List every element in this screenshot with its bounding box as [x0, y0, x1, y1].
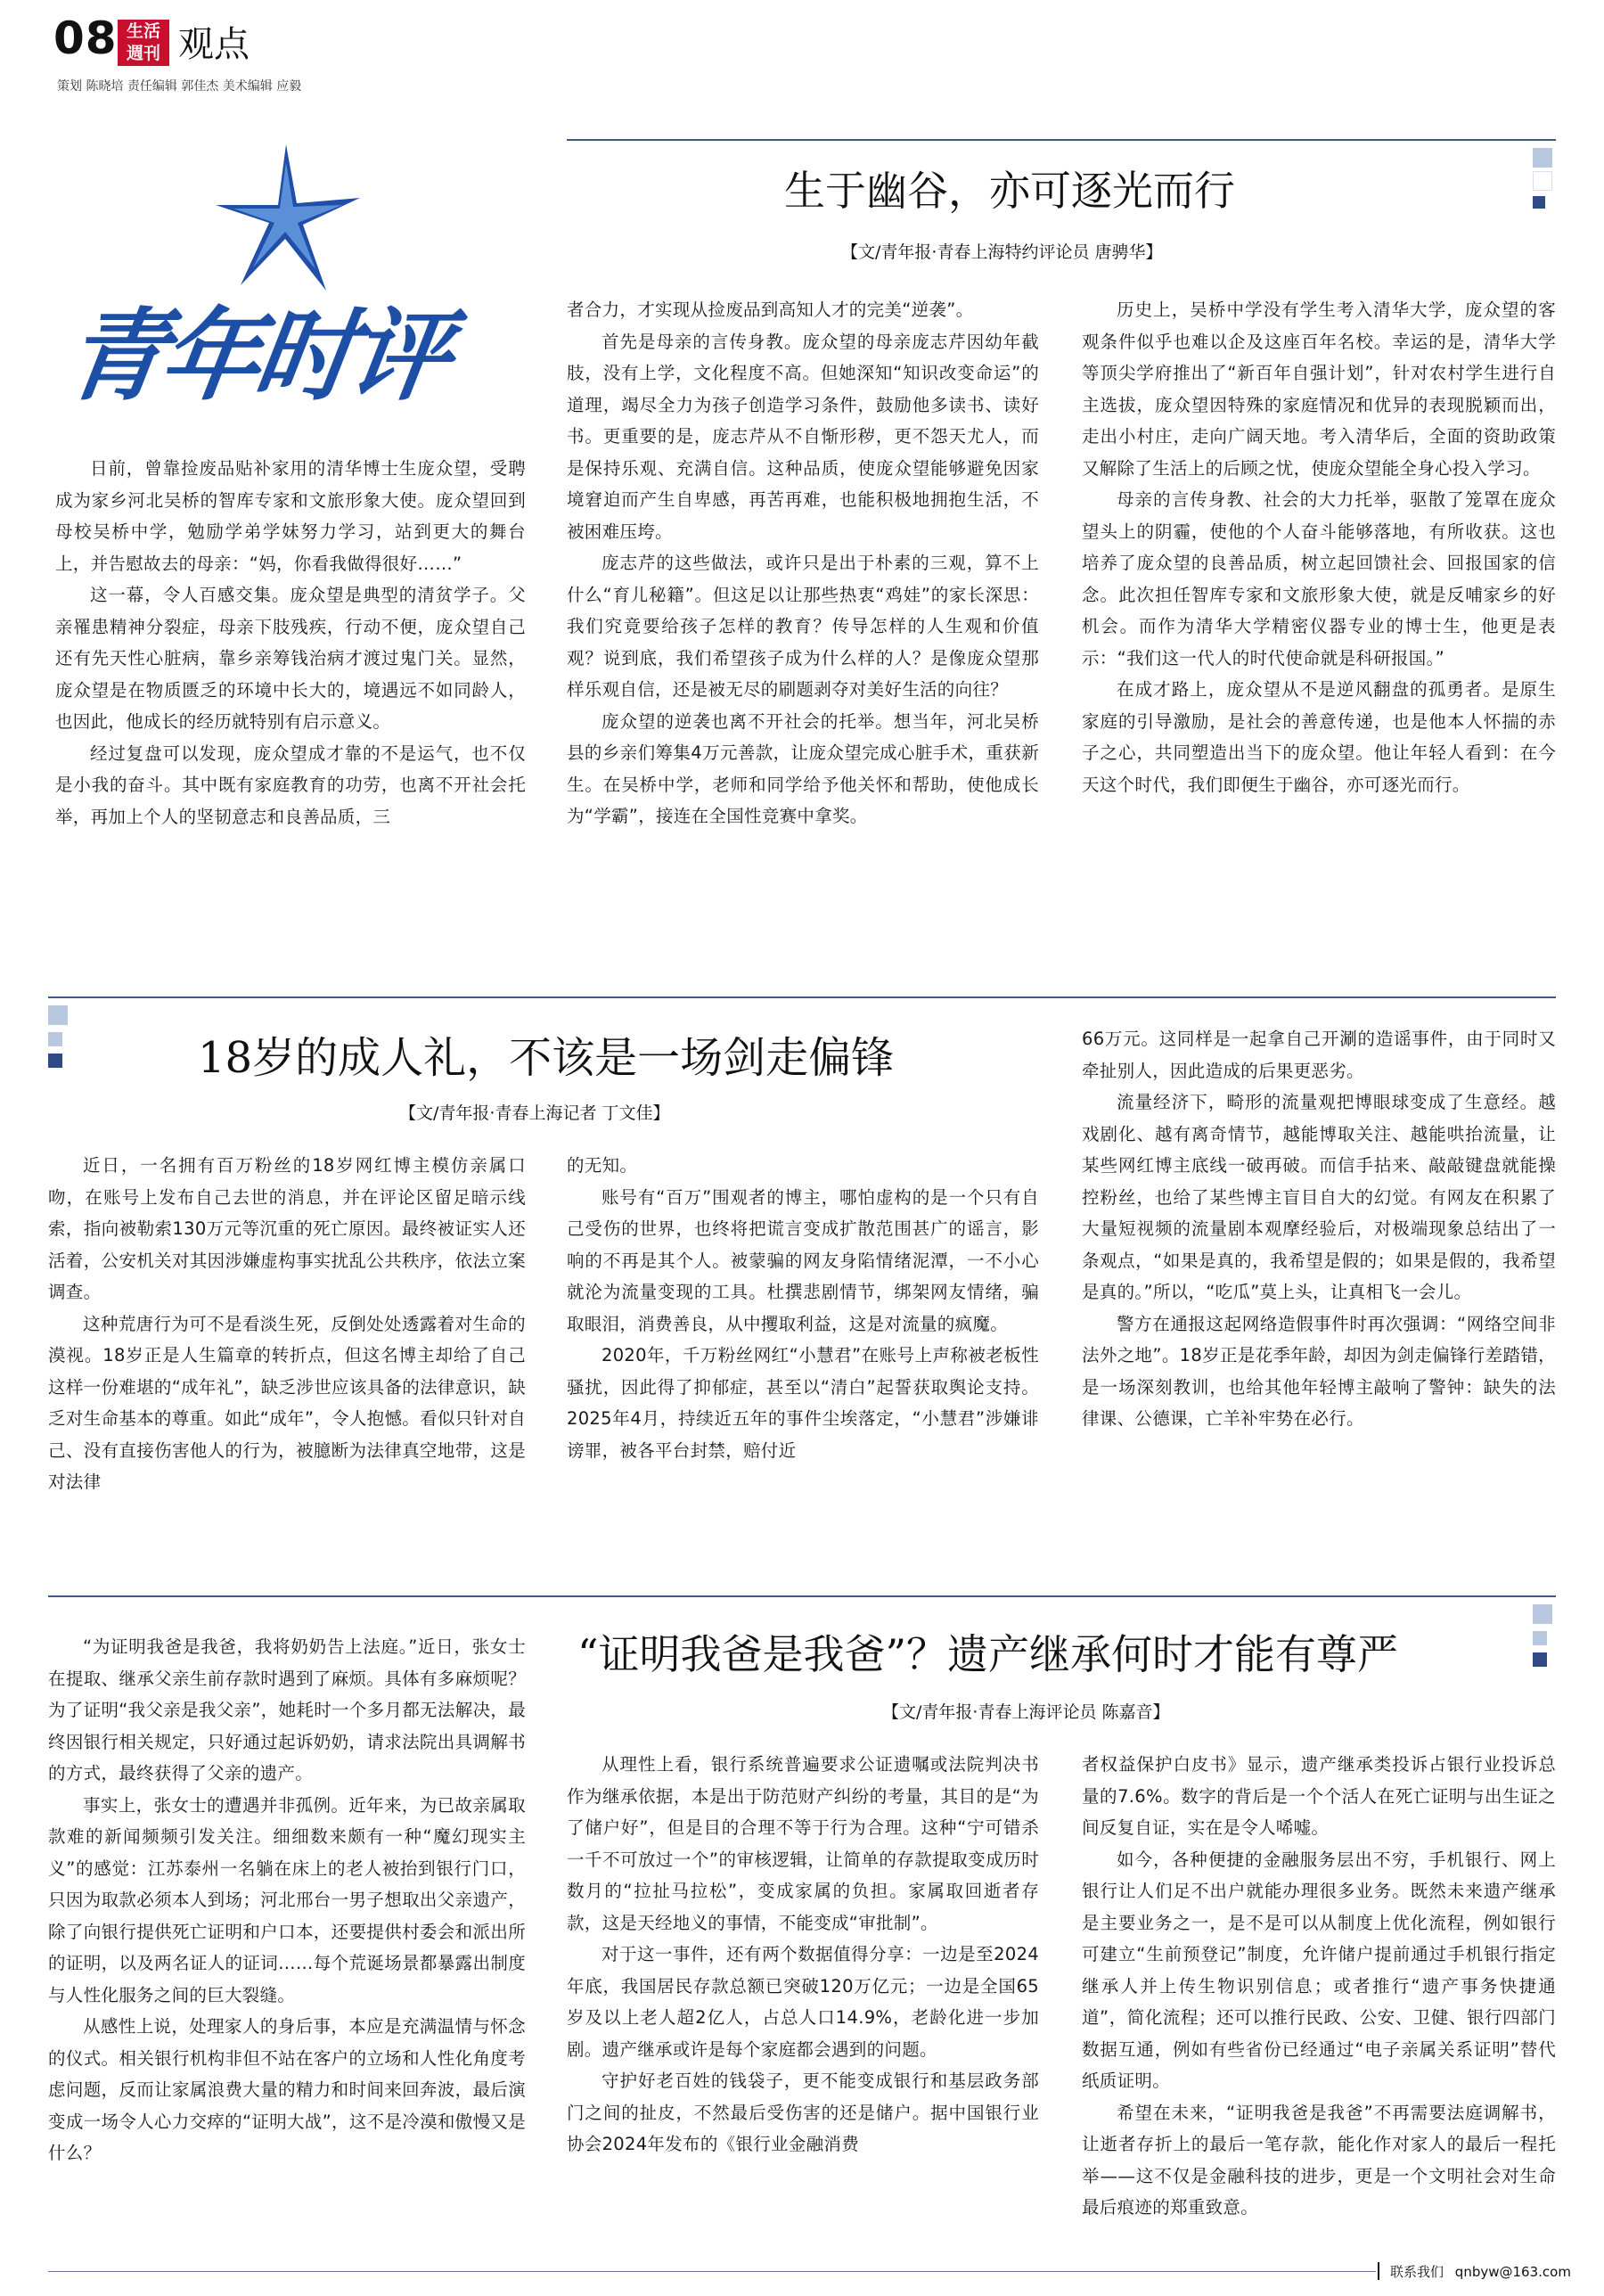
footer-email[interactable]: qnbyw@163.com	[1454, 2264, 1571, 2280]
article-1-byline: 【文/青年报·青春上海特约评论员 唐骋华】	[841, 242, 1163, 262]
paragraph: 从感性上说，处理家人的身后事，本应是充满温情与怀念的仪式。相关银行机构非但不站在客户的立场和人性化角度考虑问题，反而让家属浪费大量的精力和时间来回奔波，最后演变成一场令人心力交瘁的“证明大战”，这不是冷漠和傲慢又是什么？	[48, 2016, 526, 2163]
paragraph: 首先是母亲的言传身教。庞众望的母亲庞志芹因幼年截肢，没有上学，文化程度不高。但她深知“知识改变命运”的道理，竭尽全力为孩子创造学习条件，鼓励他多读书、读好书。更重要的是，庞志芹从不自惭形秽，更不怨天尤人，而是保持乐观、充满自信。这种品质，使庞众望能够避免因家境窘迫而产生自卑感，再苦再难，也能积极地拥抱生活，不被困难压垮。	[567, 331, 1039, 542]
article-1-headline: 生于幽谷，亦可逐光而行	[784, 167, 1235, 215]
paragraph: 流量经济下，畸形的流量观把博眼球变成了生意经。越戏剧化、越有离奇情节，越能博取关注、越能哄抬流量，让某些网红博主底线一破再破。而信手拈来、敲敲键盘就能操控粉丝，也给了某些博主盲目自大的幻觉。有网友在积累了大量短视频的流量剧本观摩经验后，对极端现象总结出了一条观点，“如果是真的，我希望是假的；如果是假的，我希望是真的。”所以，“吃瓜”莫上头，让真相飞一会儿。	[1082, 1092, 1556, 1302]
paragraph: 希望在未来，“证明我爸是我爸”不再需要法庭调解书，让逝者存折上的最后一笔存款，能化作对家人的最后一程托举——这不仅是金融科技的进步，更是一个文明社会对生命最后痕迹的郑重致意。	[1082, 2102, 1556, 2218]
footer-contact-label: 联系我们	[1390, 2264, 1444, 2280]
section-title: 观点	[178, 24, 250, 65]
article-1-column-2	[567, 294, 1039, 918]
deco-square	[48, 1005, 68, 1025]
paragraph: 经过复盘可以发现，庞众望成才靠的不是运气，也不仅是小我的奋斗。其中既有家庭教育的功劳，也离不开社会托举，再加上个人的坚韧意志和良善品质，三	[55, 742, 526, 827]
paragraph: 在成才路上，庞众望从不是逆风翻盘的孤勇者。是原生家庭的引导激励，是社会的善意传递，也是他本人怀揣的赤子之心，共同塑造出当下的庞众望。他让年轻人看到：在今天这个时代，我们即便生于幽谷，亦可逐光而行。	[1082, 679, 1556, 795]
column-logo-text: 青年时评	[58, 299, 453, 414]
article-2-column-3	[1082, 1023, 1556, 1524]
paragraph: 近日，一名拥有百万粉丝的18岁网红博主模仿亲属口吻，在账号上发布自己去世的消息，并在评论区留足暗示线索，指向被勒索130万元等沉重的死亡原因。最终被证实人还活着，公安机关对其因涉嫌虚构事实扰乱公共秩序，依法立案调查。	[48, 1155, 526, 1302]
page-number: 08	[53, 12, 118, 64]
article-2-top-rule	[48, 996, 1556, 998]
deco-square	[1533, 148, 1552, 168]
article-3-column-1	[48, 1631, 526, 2255]
paragraph: 的无知。	[567, 1155, 638, 1176]
paragraph: 事实上，张女士的遭遇并非孤例。近年来，为已故亲属取款难的新闻频频引发关注。细细数来颇有一种“魔幻现实主义”的感觉：江苏泰州一名躺在床上的老人被抬到银行门口，只因为取款必须本人到场；河北邢台一男子想取出父亲遗产，除了向银行提供死亡证明和户口本，还要提供村委会和派出所的证明，以及两名证人的证词……每个荒诞场景都暴露出制度与人性化服务之间的巨大裂缝。	[48, 1794, 526, 2005]
paragraph: 这种荒唐行为可不是看淡生死，反倒处处透露着对生命的漠视。18岁正是人生篇章的转折点，但这名博主却给了自己这样一份难堪的“成年礼”，缺乏涉世应该具备的法律意识，缺乏对生命基本的尊重。如此“成年”，令人抱憾。看似只针对自己、没有直接伤害他人的行为，被臆断为法律真空地带，这是对法律	[48, 1313, 526, 1492]
deco-square	[48, 1054, 62, 1068]
article-1-column-1	[55, 453, 526, 916]
article-3-squares	[1533, 1604, 1552, 1667]
article-2-squares	[48, 1005, 68, 1068]
paragraph: 庞众望的逆袭也离不开社会的托举。想当年，河北吴桥县的乡亲们筹集4万元善款，让庞众望完成心脏手术，重获新生。在吴桥中学，老师和同学给予他关怀和帮助，使他成长为“学霸”，接连在全国性竞赛中拿奖。	[567, 710, 1039, 826]
article-1-squares	[1533, 148, 1552, 209]
paragraph: 账号有“百万”围观者的博主，哪怕虚构的是一个只有自己受伤的世界，也终将把谎言变成扩散范围甚广的谣言，影响的不再是其个人。被蒙骗的网友身陷情绪泥潭，一不小心就沦为流量变现的工具。杜撰悲剧情节，绑架网友情绪，骗取眼泪，消费善良，从中攫取利益，这是对流量的疯魔。	[567, 1186, 1039, 1334]
newspaper-logo	[118, 20, 169, 66]
paragraph: 庞志芹的这些做法，或许只是出于朴素的三观，算不上什么“育儿秘籍”。但这足以让那些热衷“鸡娃”的家长深思：我们究竟要给孩子怎样的教育？传导怎样的人生观和价值观？说到底，我们希望孩子成为什么样的人？是像庞众望那样乐观自信，还是被无尽的刷题剥夺对美好生活的向往？	[567, 553, 1039, 700]
logo-text: 生活週刊	[126, 21, 160, 63]
deco-square	[48, 1032, 62, 1046]
deco-square	[1533, 196, 1545, 209]
star-icon	[210, 143, 362, 294]
footer-contact	[1390, 2262, 1571, 2281]
paragraph: 这一幕，令人百感交集。庞众望是典型的清贫学子。父亲罹患精神分裂症，母亲下肢残疾，行动不便，庞众望自己还有先天性心脏病，靠乡亲筹钱治病才渡过鬼门关。显然，庞众望是在物质匮乏的环境中长大的，境遇远不如同龄人，也因此，他成长的经历就特别有启示意义。	[55, 585, 526, 732]
page-credits: 策划 陈晓培 责任编辑 郭佳杰 美术编辑 应毅	[57, 79, 302, 94]
paragraph: 者合力，才实现从捡废品到高知人才的完美“逆袭”。	[567, 299, 974, 320]
deco-square	[1533, 1652, 1547, 1667]
article-2-headline: 18岁的成人礼，不该是一场剑走偏锋	[198, 1033, 895, 1083]
article-3-column-2	[567, 1749, 1039, 2257]
article-2-byline: 【文/青年报·青春上海记者 丁文佳】	[399, 1103, 670, 1123]
footer-rule	[48, 2271, 1376, 2272]
article-2-column-2	[567, 1150, 1039, 1524]
article-3-column-3	[1082, 1749, 1556, 2257]
paragraph: 对于这一事件，还有两个数据值得分享：一边是至2024年底，我国居民存款总额已突破120万亿元；一边是全国65岁及以上老人超2亿人，占总人口14.9%，老龄化进一步加剧。遗产继承或许是每个家庭都会遇到的问题。	[567, 1944, 1039, 2060]
paragraph: 者权益保护白皮书》显示，遗产继承类投诉占银行业投诉总量的7.6%。数字的背后是一个个活人在死亡证明与出生证之间反复自证，实在是令人唏嘘。	[1082, 1754, 1556, 1838]
paragraph: 2020年，千万粉丝网红“小慧君”在账号上声称被老板性骚扰，因此得了抑郁症，甚至以“清白”起誓获取舆论支持。2025年4月，持续近五年的事件尘埃落定，“小慧君”涉嫌诽谤罪，被各平台封禁，赔付近	[567, 1345, 1039, 1461]
paragraph: 警方在通报这起网络造假事件时再次强调：“网络空间非法外之地”。18岁正是花季年龄，却因为剑走偏锋行差踏错，是一场深刻教训，也给其他年轻博主敲响了警钟：缺失的法律课、公德课，亡羊补牢势在必行。	[1082, 1313, 1556, 1429]
article-2-column-1	[48, 1150, 526, 1524]
article-1-top-rule	[567, 139, 1556, 141]
article-3-top-rule	[48, 1595, 1556, 1597]
deco-square	[1533, 1604, 1552, 1624]
paragraph: 历史上，吴桥中学没有学生考入清华大学，庞众望的客观条件似乎也难以企及这座百年名校。幸运的是，清华大学等顶尖学府推出了“新百年自强计划”，针对农村学生进行自主选拔，庞众望因特殊的家庭情况和优异的表现脱颖而出，走出小村庄，走向广阔天地。考入清华后，全面的资助政策又解除了生活上的后顾之忧，使庞众望能全身心投入学习。	[1082, 299, 1556, 479]
paragraph: 母亲的言传身教、社会的大力托举，驱散了笼罩在庞众望头上的阴霾，使他的个人奋斗能够落地，有所收获。这也培养了庞众望的良善品质，树立起回馈社会、回报国家的信念。此次担任智库专家和文旅形象大使，就是反哺家乡的好机会。而作为清华大学精密仪器专业的博士生，他更是表示：“我们这一代人的时代使命就是科研报国。”	[1082, 489, 1556, 668]
footer-divider	[1378, 2262, 1379, 2280]
paragraph: 如今，各种便捷的金融服务层出不穷，手机银行、网上银行让人们足不出户就能办理很多业务。既然未来遗产继承是主要业务之一，是不是可以从制度上优化流程，例如银行可建立“生前预登记”制度，允许储户提前通过手机银行指定继承人并上传生物识别信息；或者推行“遗产事务快捷通道”，简化流程；还可以推行民政、公安、卫健、银行四部门数据互通，例如有些省份已经通过“电子亲属关系证明”替代纸质证明。	[1082, 1849, 1556, 2091]
paragraph: “为证明我爸是我爸，我将奶奶告上法庭。”近日，张女士在提取、继承父亲生前存款时遇到了麻烦。具体有多麻烦呢？为了证明“我父亲是我父亲”，她耗时一个多月都无法解决，最终因银行相关规定，只好通过起诉奶奶，请求法院出具调解书的方式，最终获得了父亲的遗产。	[48, 1636, 526, 1784]
deco-square	[1533, 171, 1552, 191]
article-3-headline: “证明我爸是我爸”？遗产继承何时才能有尊严	[577, 1630, 1399, 1678]
article-3-byline: 【文/青年报·青春上海评论员 陈嘉音】	[882, 1702, 1170, 1722]
paragraph: 66万元。这同样是一起拿自己开涮的造谣事件，由于同时又牵扯别人，因此造成的后果更恶劣。	[1082, 1029, 1556, 1081]
column-logo	[58, 143, 524, 414]
article-1-column-3	[1082, 294, 1556, 918]
paragraph: 日前，曾靠捡废品贴补家用的清华博士生庞众望，受聘成为家乡河北吴桥的智库专家和文旅形象大使。庞众望回到母校吴桥中学，勉励学弟学妹努力学习，站到更大的舞台上，并告慰故去的母亲：“妈，你看我做得很好……”	[55, 458, 526, 574]
paragraph: 从理性上看，银行系统普遍要求公证遗嘱或法院判决书作为继承依据，本是出于防范财产纠纷的考量，其目的是“为了储户好”，但是目的合理不等于行为合理。这种“宁可错杀一千不可放过一个”的审核逻辑，让简单的存款提取变成历时数月的“拉扯马拉松”，变成家属的负担。家属取回逝者存款，这是天经地义的事情，不能变成“审批制”。	[567, 1754, 1039, 1933]
paragraph: 守护好老百姓的钱袋子，更不能变成银行和基层政务部门之间的扯皮，不然最后受伤害的还是储户。据中国银行业协会2024年发布的《银行业金融消费	[567, 2070, 1039, 2154]
deco-square	[1533, 1631, 1547, 1645]
